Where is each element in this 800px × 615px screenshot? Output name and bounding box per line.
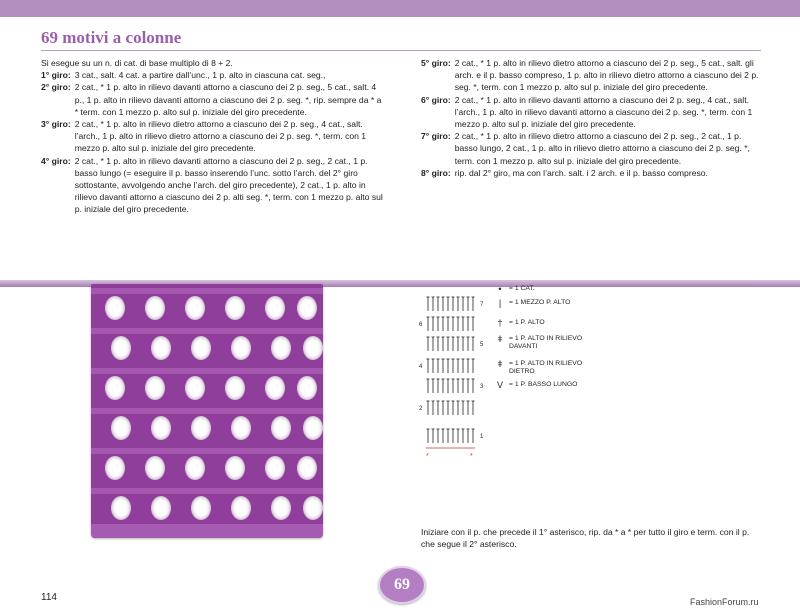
round-text: 2 cat., * 1 p. alto in rilievo dietro attorno a ciascuno dei 2 p. seg., 4 cat., salt. l’arch., 1 p. alto in rilievo dietro attorno a ciascuno dei 2 p. seg. *, term. con 1 mezzo p. alto sul p. iniziale del giro precedente. — [74, 119, 367, 154]
swatch-bottom-edge — [91, 524, 323, 538]
swatch-hole — [271, 496, 291, 520]
swatch-hole — [145, 376, 165, 400]
round-label: 3° giro: — [41, 119, 71, 130]
swatch-hole — [297, 296, 317, 320]
long-single-symbol-icon: V — [496, 380, 503, 390]
legend-text: = 1 CAT. — [509, 285, 535, 292]
round-label: 5° giro: — [421, 58, 451, 68]
swatch-ridge — [91, 288, 323, 294]
double-symbol-icon: † — [497, 318, 503, 328]
diagram-row-label: 2 — [419, 406, 423, 412]
page-title: 69 motivi a colonne — [41, 28, 182, 47]
swatch-ridge — [91, 408, 323, 414]
round-text: 2 cat., * 1 p. alto in rilievo dietro attorno a ciascuno dei 2 p. seg., 5 cat., salt. gli arch. e il p. basso compreso, 1 p. alto in rilievo dietro attorno a ciascuno dei 2 p. seg. *, term. con 1 mezzo p. alto sul p. iniziale del giro precedente. — [454, 58, 759, 93]
instructions-left-column — [41, 57, 387, 216]
round-text: 2 cat., * 1 p. alto in rilievo davanti attorno a ciascuno dei 2 p. seg., 2 cat., 1 p. basso lungo (= eseguire il p. basso inserendo l’unc. sotto l’arch. del 2° giro sottostante, avvolgendo anche l’arch. del giro precedente), 2 cat., 1 p. alto in rilievo davanti attorno a ciascuno dei 2 p. alti seg. *, term. con 1 mezzo p. alto sul p. iniziale del giro precedente. — [74, 155, 383, 215]
round-2 — [41, 81, 387, 118]
swatch-hole — [265, 456, 285, 480]
swatch-hole — [225, 296, 245, 320]
round-text: 2 cat., * 1 p. alto in rilievo davanti attorno a ciascuno dei 2 p. seg., 5 cat., salt. 4 p., 1 p. alto in rilievo davanti attorno a ciascuno dei 2 p. seg. *, rip. sempre da * a * term. con 1 mezzo p. alto sul p. iniziale del giro precedente. — [74, 82, 382, 117]
legend-item-back-post — [494, 360, 594, 376]
swatch-hole — [191, 496, 211, 520]
round-label: 6° giro: — [421, 94, 451, 105]
swatch-hole — [145, 456, 165, 480]
round-label: 4° giro: — [41, 155, 71, 166]
round-text: 3 cat., salt. 4 cat. a partire dall’unc., 1 p. alto in ciascuna cat. seg., — [74, 70, 326, 81]
swatch-hole — [231, 336, 251, 360]
crochet-symbol-diagram — [418, 290, 488, 460]
round-3 — [41, 118, 387, 155]
swatch-ridge — [91, 448, 323, 454]
swatch-hole — [151, 496, 171, 520]
swatch-hole — [185, 456, 205, 480]
pattern-number-badge — [378, 566, 426, 604]
swatch-hole — [297, 456, 317, 480]
legend-text: = 1 P. ALTO — [509, 319, 545, 326]
asterisk-marker: * — [426, 453, 429, 460]
swatch-hole — [191, 336, 211, 360]
swatch-hole — [303, 496, 323, 520]
legend-text: = 1 P. BASSO LUNGO — [509, 381, 578, 388]
diagram-row-label: 3 — [480, 384, 484, 390]
swatch-hole — [231, 496, 251, 520]
crochet-swatch-photo — [91, 284, 323, 538]
swatch-hole — [225, 456, 245, 480]
swatch-hole — [303, 336, 323, 360]
swatch-hole — [297, 376, 317, 400]
swatch-hole — [265, 296, 285, 320]
diagram-row-label: 6 — [419, 322, 423, 328]
swatch-hole — [225, 376, 245, 400]
swatch-hole — [105, 376, 125, 400]
back-post-symbol-icon: ǂ — [497, 359, 503, 369]
swatch-ridge — [91, 488, 323, 494]
closing-note: Iniziare con il p. che precede il 1° asterisco, rip. da * a * per tutto il giro e term. con il p. che segue il 2° asterisco. — [421, 527, 750, 550]
swatch-hole — [145, 296, 165, 320]
swatch-hole — [105, 456, 125, 480]
half-double-symbol-icon: | — [498, 298, 502, 308]
swatch-hole — [303, 416, 323, 440]
swatch-hole — [151, 336, 171, 360]
swatch-hole — [231, 416, 251, 440]
page-number: 114 — [41, 592, 57, 603]
asterisk-marker: * — [470, 453, 473, 460]
intro-text: Si esegue su un n. di cat. di base multiplo di 8 + 2. — [41, 58, 233, 68]
round-label: 7° giro: — [421, 131, 451, 142]
diagram-row-label: 5 — [480, 342, 484, 348]
legend-item-long-single — [494, 381, 577, 389]
round-text: 2 cat., * 1 p. alto in rilievo dietro attorno a ciascuno dei 2 p. seg., 2 cat., 1 p. basso lungo, 2 cat., 1 p. alto in rilievo dietro attorno a ciascuno dei 2 p. seg. *, term. con 1 mezzo p. alto sul p. iniziale del giro precedente. — [454, 131, 750, 166]
front-post-symbol-icon: ǂ — [497, 334, 503, 344]
swatch-hole — [111, 336, 131, 360]
swatch-ridge — [91, 328, 323, 334]
legend-item-half-double — [494, 299, 570, 307]
legend-item-double — [494, 319, 545, 327]
legend-item-front-post — [494, 335, 594, 351]
swatch-hole — [271, 416, 291, 440]
round-7 — [421, 130, 761, 167]
round-text: rip. dal 2° giro, ma con l’arch. salt. i 2 arch. e il p. basso compreso. — [454, 167, 708, 178]
round-text: 2 cat., * 1 p. alto in rilievo davanti attorno a ciascuno dei 2 p. seg., 4 cat., salt. l’arch., 1 p. alto in rilievo davanti attorno a ciascuno dei 2 p. seg. *, term. con 1 mezzo p. alto sul p. iniziale del giro precedente. — [454, 94, 753, 130]
round-8 — [421, 167, 761, 179]
swatch-hole — [185, 376, 205, 400]
chain-symbol-icon: • — [498, 284, 502, 294]
legend-item-chain — [494, 285, 535, 293]
title-rule — [41, 50, 761, 51]
swatch-hole — [271, 336, 291, 360]
swatch-hole — [265, 376, 285, 400]
diagram-row-label: 4 — [419, 364, 423, 370]
legend-text: = 1 P. ALTO IN RILIEVO DAVANTI — [509, 335, 583, 350]
round-5 — [421, 57, 761, 94]
swatch-hole — [185, 296, 205, 320]
legend-text: = 1 P. ALTO IN RILIEVO DIETRO — [509, 360, 583, 375]
round-1 — [41, 69, 387, 81]
swatch-hole — [111, 416, 131, 440]
top-color-bar — [0, 0, 800, 17]
swatch-hole — [151, 416, 171, 440]
diagram-row-label: 1 — [480, 434, 484, 440]
watermark: FashionForum.ru — [690, 597, 759, 607]
round-label: 8° giro: — [421, 167, 451, 178]
diagram-row-label: 7 — [480, 302, 484, 308]
round-4 — [41, 155, 387, 216]
badge-label: 69 — [394, 576, 410, 593]
swatch-ridge — [91, 368, 323, 374]
round-label: 2° giro: — [41, 82, 71, 93]
round-label: 1° giro: — [41, 70, 71, 81]
legend-text: = 1 MEZZO P. ALTO — [509, 299, 571, 306]
instructions-right-column — [421, 57, 761, 179]
swatch-hole — [111, 496, 131, 520]
round-6 — [421, 94, 761, 131]
swatch-hole — [105, 296, 125, 320]
swatch-hole — [191, 416, 211, 440]
